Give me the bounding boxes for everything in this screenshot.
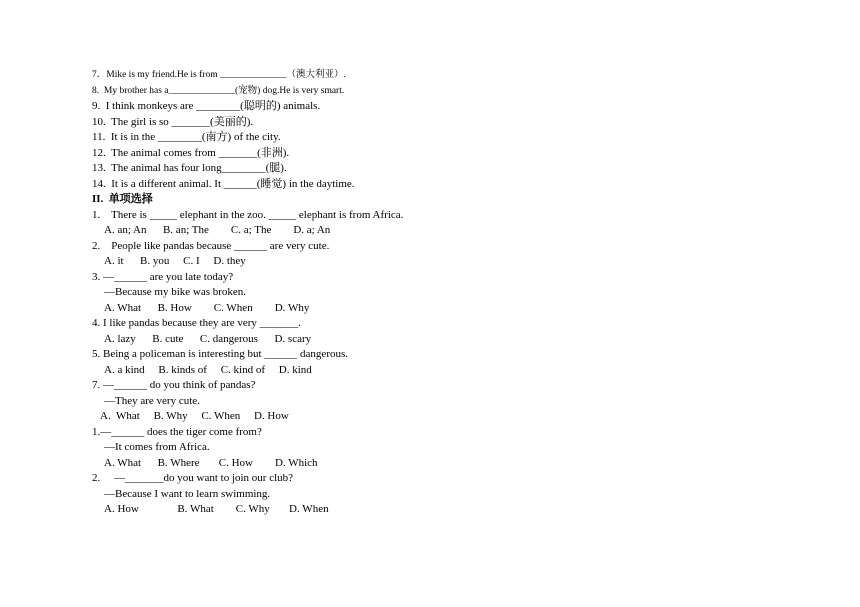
question-text: 2. —_______do you want to join our club? bbox=[92, 472, 294, 484]
mc-question-5 bbox=[92, 347, 792, 378]
answer-options: A. lazy B. cute C. dangerous D. scary bbox=[104, 332, 312, 345]
mc-question-2 bbox=[92, 239, 792, 270]
dialogue-reply: —Because I want to learn swimming. bbox=[104, 487, 271, 500]
answer-options: A. a kind B. kinds of C. kind of D. kind bbox=[104, 363, 312, 376]
question-text: 5. Being a policeman is interesting but ______ dangerous. bbox=[92, 348, 349, 360]
dialogue-reply: —It comes from Africa. bbox=[104, 441, 210, 453]
mc-question-3 bbox=[92, 270, 792, 317]
mc-question-1b bbox=[92, 425, 792, 472]
answer-options: A. an; An B. an; The C. a; The D. a; An bbox=[104, 224, 331, 236]
mc-question-1 bbox=[92, 208, 792, 239]
mc-question-2b bbox=[92, 471, 792, 518]
dialogue-reply: —Because my bike was broken. bbox=[104, 286, 247, 298]
fill-in-item-13: 13. The animal has four long________(腿). bbox=[92, 162, 287, 174]
fill-in-item-8: 8. My brother has a______________(宠物) dog.He is very smart. bbox=[92, 85, 345, 96]
question-text: 7. —______ do you think of pandas? bbox=[92, 379, 256, 391]
answer-options: A. What B. How C. When D. Why bbox=[104, 301, 310, 314]
mc-question-4 bbox=[92, 316, 792, 347]
question-text: 4. I like pandas because they are very _______. bbox=[92, 317, 301, 329]
question-text: 3. —______ are you late today? bbox=[92, 270, 234, 283]
fill-in-item-7: 7．Mike is my friend.He is from ______________（澳大利亚）. bbox=[92, 70, 346, 80]
fill-in-item-10: 10. The girl is so _______(美丽的). bbox=[92, 115, 254, 128]
dialogue-reply: —They are very cute. bbox=[104, 394, 200, 407]
answer-options: A. What B. Why C. When D. How bbox=[100, 410, 289, 422]
answer-options: A. How B. What C. Why D. When bbox=[104, 503, 329, 515]
fill-in-item-12: 12. The animal comes from _______(非洲). bbox=[92, 146, 290, 159]
fill-in-item-11: 11. It is in the ________(南方) of the city. bbox=[92, 131, 281, 143]
question-text: 2. People like pandas because ______ are very cute. bbox=[92, 239, 330, 252]
question-text: 1.—______ does the tiger come from? bbox=[92, 425, 262, 438]
question-text: 1. There is _____ elephant in the zoo. _____ elephant is from Africa. bbox=[92, 208, 404, 221]
worksheet bbox=[92, 68, 792, 518]
mc-question-7 bbox=[92, 378, 792, 425]
answer-options: A. it B. you C. I D. they bbox=[104, 255, 246, 267]
fill-in-item-14: 14. It is a different animal. It ______(睡觉) in the daytime. bbox=[92, 177, 355, 190]
fill-in-item-9: 9. I think monkeys are ________(聪明的) animals. bbox=[92, 100, 321, 112]
answer-options: A. What B. Where C. How D. Which bbox=[104, 456, 318, 469]
section-title: II. 单项选择 bbox=[92, 193, 153, 205]
